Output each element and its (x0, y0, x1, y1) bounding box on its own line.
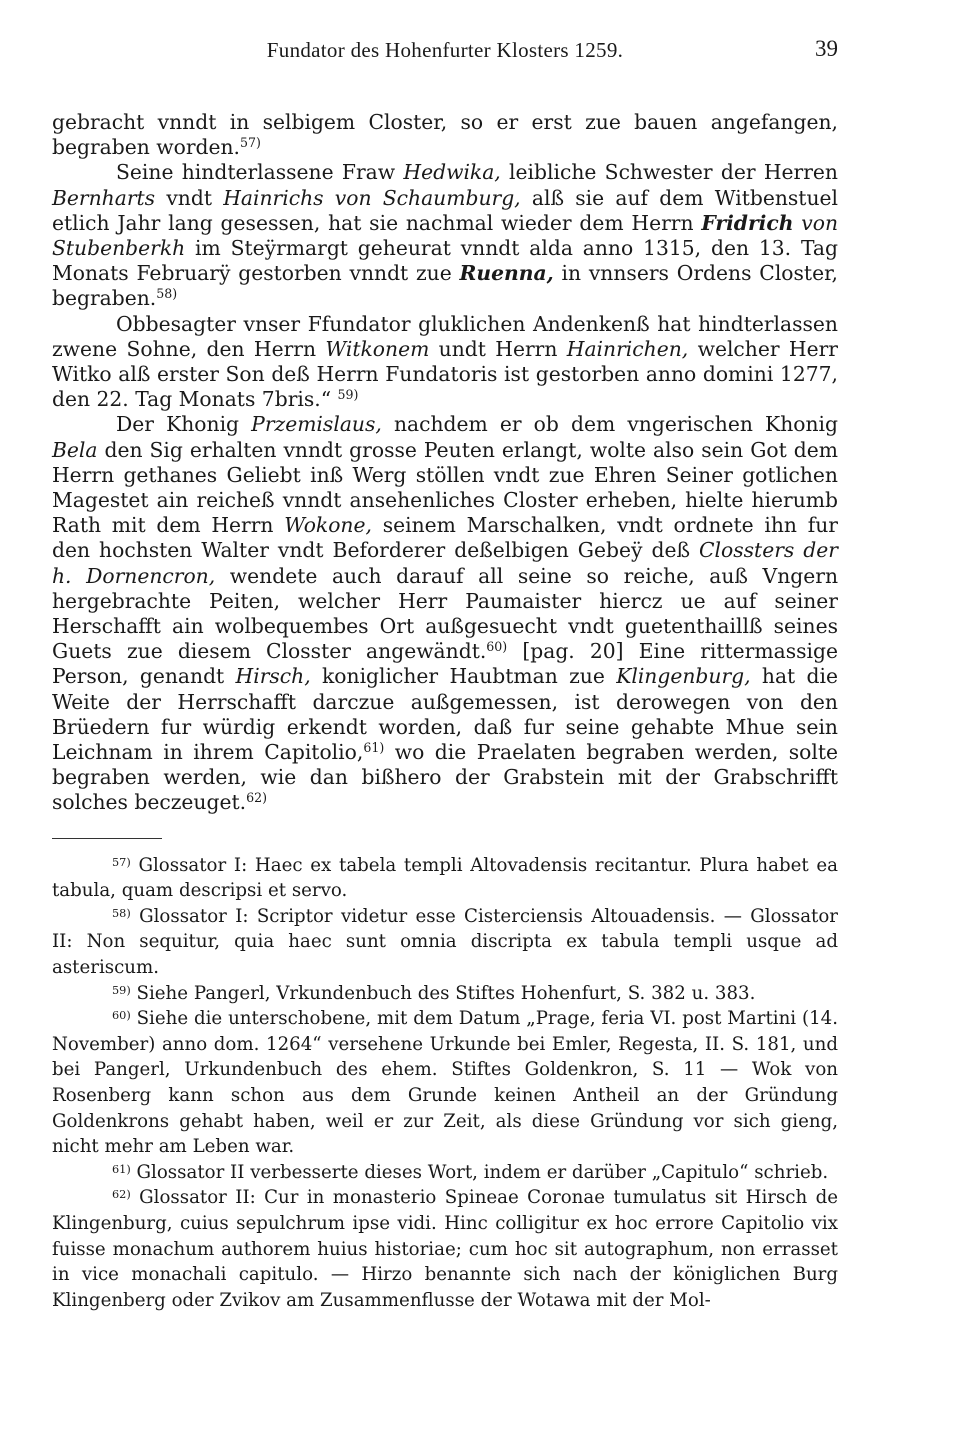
text-run: [pag. 20] Eine rittermassige Person, genandt (52, 639, 838, 689)
footnote-text: Siehe Pangerl, Vrkundenbuch des Stiftes Hohenfurt, S. 382 u. 383. (130, 982, 756, 1004)
running-title: Fundator des Hohenfurter Klosters 1259. (266, 38, 624, 62)
text-run: Der Khonig (116, 412, 252, 437)
footnote-58 (52, 904, 838, 981)
text-run: nachdem er ob dem vngerischen Khonig (381, 412, 838, 437)
italic-name: Klingenburg, (616, 664, 751, 689)
paragraph-2 (52, 160, 838, 311)
italic-name: Hirsch, (235, 664, 311, 689)
italic-name: Bela (52, 437, 98, 462)
footnote-mark: 62) (112, 1188, 131, 1202)
footnote-59 (52, 981, 838, 1007)
text-run: gebracht vnndt in selbigem Closter, so er erst zue bauen angefangen, begraben worden. (52, 110, 838, 160)
footnote-ref-61: 61) (363, 740, 385, 756)
footnote-62 (52, 1185, 838, 1313)
text-run: undt Herrn (429, 336, 567, 361)
text-run: Seine hindterlassene Fraw (116, 160, 404, 185)
book-page (52, 34, 838, 1313)
italic-name: Bernharts (52, 185, 156, 210)
italic-name: Hainrichs von Schaumburg, (223, 185, 521, 210)
text-run: hat die Weite der Herrschafft darczue außgemessen, ist derowegen von den Brüedern fur würdig erkendt worden, daß fur seine gehabte Mhue sein Leichnam in ihrem Capitolio, (52, 664, 838, 765)
text-run: alß sie auf dem Witbenstuel etlich Jahr lang gesessen, hat sie nachmal wieder dem Herrn (52, 185, 839, 235)
footnote-text: Glossator II: Cur in monasterio Spineae Coronae tumulatus sit Hirsch de Klingenburg, cuius sepulchrum ipse vidi. Hinc colligitur ex hoc errore Capitolio vix fuisse monachum authorem huius historiae; cum hoc sit autographum, non errasset in vice monachali capitulo. — Hirzo benannte sich nach der königlichen Burg Klingenberg oder Zvikov am Zusammenflusse der Wotawa mit der Mol- (52, 1187, 838, 1311)
text-run: wo die Praelaten begraben werden, solte begraben werden, wie dan bißhero der Grabstein mit der Grabschrifft solches beczeuget. (52, 740, 839, 815)
text-run: welcher Herr Witko alß erster Son deß Herrn Fundatoris ist gestorben anno domini 1277, den 22. Tag Monats 7bris.“ (52, 336, 838, 412)
footnote-ref-60: 60) (486, 639, 508, 655)
italic-name: Witkonem (325, 336, 430, 361)
text-run: vndt (155, 185, 224, 210)
footnote-text: Glossator I: Haec ex tabela templi Altovadensis recitantur. Plura habet ea tabula, quam descripsi et servo. (52, 854, 838, 902)
footnote-mark: 60) (112, 1009, 131, 1023)
italic-name: Ruenna, (459, 261, 554, 286)
footnote-60 (52, 1006, 838, 1160)
running-head (52, 34, 838, 74)
footnote-61 (52, 1160, 838, 1186)
italic-name: Wokone, (284, 513, 372, 538)
paragraph-1 (52, 110, 838, 160)
text-run: leibliche Schwester der Herren (500, 160, 838, 185)
italic-name: Clossters der h. Dornencron, (52, 538, 838, 588)
italic-name: Przemislaus, (251, 412, 382, 437)
text-run: in vnnsers Ordens Closter, begraben. (52, 261, 838, 311)
main-text (52, 110, 838, 816)
page-number: 39 (815, 36, 838, 61)
footnote-ref-62: 62) (246, 790, 267, 806)
paragraph-3 (52, 312, 838, 413)
footnote-mark: 57) (112, 855, 131, 869)
footnote-text: Glossator I: Scriptor videtur esse Cisterciensis Altouadensis. — Glossator II: Non sequitur, quia haec sunt omnia discripta ex tabula templi usque ad asteriscum. (52, 905, 838, 979)
footnote-mark: 59) (112, 983, 131, 997)
italic-name: Fridrich (701, 210, 794, 235)
footnote-text: Siehe die unterschobene, mit dem Datum „Prage, feria VI. post Martini (14. November) anno dom. 1264“ versehene Urkunde bei Emler, Regesta, II. S. 181, und bei Pangerl, Urkundenbuch des ehem. Stiftes Goldenkron, S. 11 — Wok von Rosenberg kann schon aus dem Grunde keinen Antheil an der Gründung Goldenkrons gehabt haben, weil er zur Zeit, als diese Gründung vor sich gieng, nicht mehr am Leben war. (52, 1008, 838, 1158)
text-run: im Steÿrmargt geheurat vnndt alda anno 1315, den 13. Tag Monats Februarÿ gestorben vnndt zue (52, 236, 838, 286)
text-run: koniglicher Haubtman zue (310, 664, 617, 689)
italic-name: Hainrichen, (566, 336, 689, 361)
footnote-mark: 61) (112, 1162, 131, 1176)
text-run: wendete auch darauf all seine so reiche, auß Vngern hergebrachte Peiten, welcher Herr Paumaister hiercz ue auf seiner Herschafft ain wolbequembes Ort außgesuecht vndt guetenthaillß seines Guets zue diesem Closster angewändt. (52, 563, 839, 664)
footnote-ref-58: 58) (156, 286, 178, 302)
footnote-mark: 58) (112, 906, 131, 920)
text-run: Obbesagter vnser Ffundator gluklichen Andenkenß hat hindterlassen zwene Sohne, den Herrn (52, 311, 838, 361)
footnotes (52, 853, 838, 1314)
text-run: den Sig erhalten vnndt grosse Peuten erlangt, wolte also sein Got dem Herrn gethanes Geliebt inß Werg stöllen vndt zue Ehren Seiner gotlichen Magestet ain reicheß vnndt ansehenliches Closter erheben, hielte hierumb Rath mit dem Herrn (52, 437, 838, 538)
footnote-ref-59: 59) (337, 387, 359, 403)
footnote-57 (52, 853, 838, 904)
italic-name: von Stubenberkh (52, 210, 839, 261)
text-run: seinem Marschalken, vndt ordnete ihn fur den hochsten Walter vndt Beforderer deßelbigen Gebeÿ deß (52, 513, 838, 563)
footnote-ref-57: 57) (240, 135, 261, 151)
paragraph-4 (52, 412, 838, 815)
footnote-text: Glossator II verbesserte dieses Wort, indem er darüber „Capitulo“ schrieb. (130, 1161, 829, 1183)
italic-name: Hedwika, (403, 160, 501, 185)
footnote-divider (52, 838, 162, 839)
